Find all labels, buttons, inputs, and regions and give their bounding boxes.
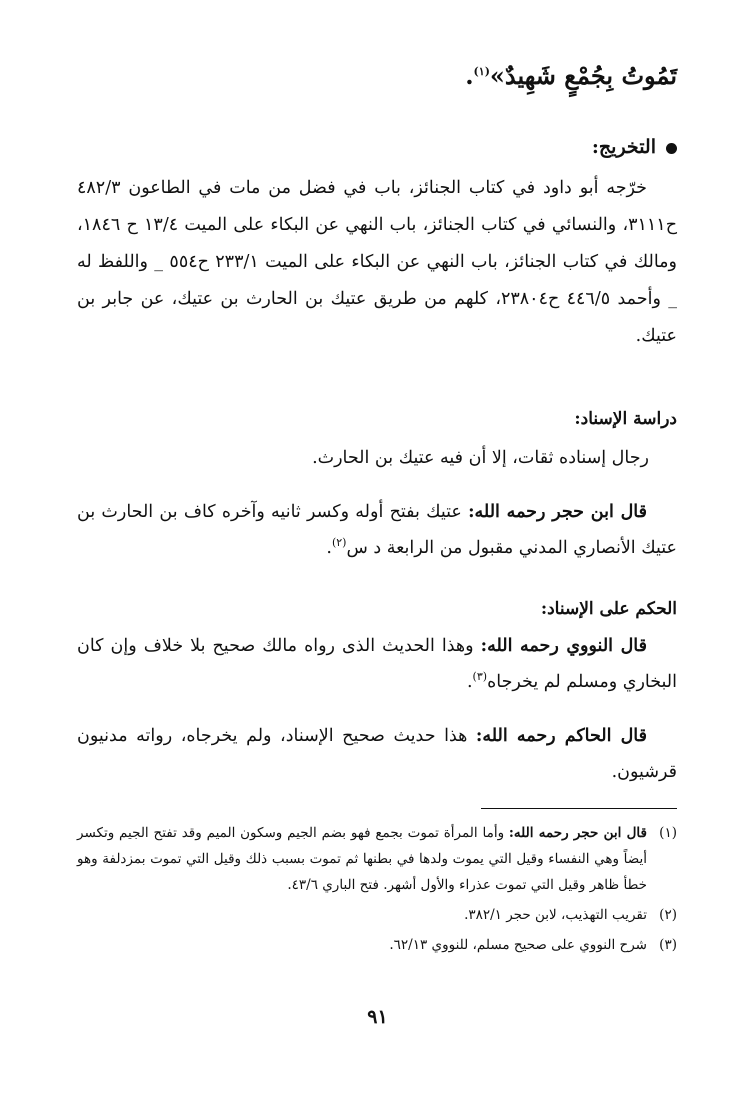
- dirasa-heading: دراسة الإسناد:: [574, 409, 677, 429]
- footnote-item: [77, 820, 677, 898]
- footnote-body: وأما المرأة تموت بجمع فهو بضم الجيم وسكون الميم وقد تفتح الجيم وتكسر أيضاً وهي النفساء وقيل التي يموت ولدها في بطنها ثم تموت بسبب ذلك وقيل التي تموت بمزدلفة وهو خطأ ظاهر وقيل التي تموت عذراء والأول أشهر. فتح الباري ٤٣/٦.: [77, 825, 647, 893]
- footnote-ref-3: (٣): [472, 670, 488, 684]
- footnote-item: [77, 902, 677, 928]
- takhrij-paragraph: [77, 170, 677, 355]
- footnote-number: (١): [659, 825, 677, 841]
- hukm-heading: الحكم على الإسناد:: [540, 599, 677, 619]
- footnote-speaker: قال ابن حجر رحمه الله:: [508, 825, 647, 841]
- nawawi-text: وهذا الحديث الذى رواه مالك صحيح بلا خلاف وإن كان البخاري ومسلم لم يخرجاه: [77, 636, 677, 692]
- footnote-item: [77, 932, 677, 958]
- hakim-speaker: قال الحاكم رحمه الله:: [475, 726, 647, 746]
- footnote-body: شرح النووي على صحيح مسلم، للنووي ٦٢/١٣.: [389, 937, 647, 953]
- sentence-end: .: [466, 672, 473, 692]
- nawawi-paragraph: [77, 628, 677, 700]
- bullet-icon: [666, 143, 677, 154]
- takhrij-text: خرّجه أبو داود في كتاب الجنائز، باب في فضل من مات في الطاعون ٤٨٢/٣ ح٣١١١، والنسائي في كتاب الجنائز، باب النهي عن البكاء على الميت ١٣/٤ ح ١٨٤٦، ومالك في كتاب الجنائز، باب النهي عن البكاء على الميت ٢٣٣/١ ح٥٥٤ _ واللفظ له _ وأحمد ٤٤٦/٥ ح٢٣٨٠٤، كلهم من طريق عتيك بن الحارث بن عتيك، عن جابر بن عتيك.: [77, 178, 678, 346]
- nawawi-speaker: قال النووي رحمه الله:: [480, 636, 647, 656]
- footnote-text: [77, 820, 647, 898]
- footnote-number: (٢): [659, 907, 677, 923]
- footnote-ref-2: (٢): [331, 536, 347, 550]
- ibn-hajar-speaker: قال ابن حجر رحمه الله:: [468, 502, 647, 522]
- footnote-body: تقريب التهذيب، لابن حجر ٣٨٢/١.: [464, 907, 647, 923]
- takhrij-heading-label: التخريج:: [591, 136, 656, 158]
- sentence-end: .: [465, 61, 474, 90]
- page-number: ٩١: [367, 1006, 388, 1028]
- hadith-closing-text: تَمُوتُ بِجُمْعٍ شَهِيدٌ»: [489, 61, 677, 90]
- footnote-number: (٣): [659, 937, 677, 953]
- ibn-hajar-paragraph: [77, 494, 677, 566]
- footnote-ref-1: (١): [473, 65, 490, 78]
- ibn-hajar-text: عتيك بفتح أوله وكسر ثانيه وآخره كاف بن الحارث بن عتيك الأنصاري المدني مقبول من الرابعة د س: [77, 502, 677, 558]
- footnotes: [77, 820, 677, 958]
- hakim-text: هذا حديث صحيح الإسناد، ولم يخرجاه، رواته مدنيون قرشيون.: [77, 726, 677, 782]
- takhrij-heading: [77, 132, 677, 162]
- sentence-end: .: [326, 538, 332, 558]
- hadith-closing-line: [77, 56, 677, 96]
- footnote-divider: [481, 808, 677, 809]
- hakim-paragraph: [77, 718, 677, 790]
- dirasa-text: رجال إسناده ثقات، إلا أن فيه عتيك بن الحارث.: [312, 448, 649, 468]
